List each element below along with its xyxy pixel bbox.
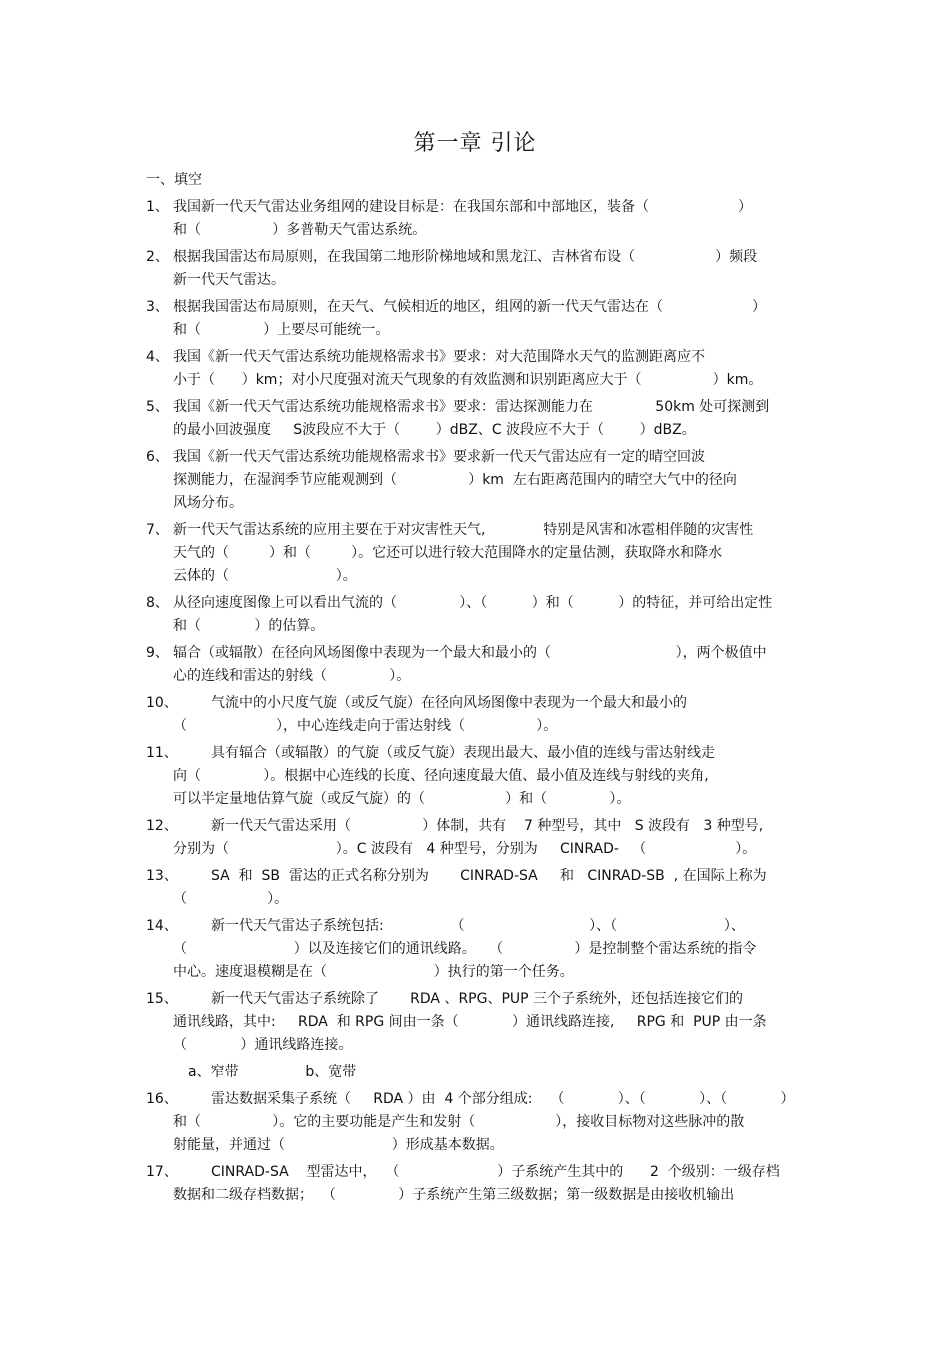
question-item: [146, 865, 816, 911]
question-text-line: 和（ ）。它的主要功能是产生和发射（ ），接收目标物对这些脉冲的散: [173, 1114, 745, 1130]
question-number: 9、: [146, 645, 169, 661]
answer-options: a、窄带 b、宽带: [188, 1064, 357, 1080]
question-item: [146, 988, 816, 1057]
question-item: [146, 246, 816, 292]
question-text-line: CINRAD-SA 型雷达中， （ ）子系统产生其中的 2 个级别：一级存档: [211, 1164, 780, 1180]
question-text-line: （ ）。: [173, 891, 289, 907]
question-item: [146, 592, 816, 638]
question-item: [146, 1088, 816, 1157]
question-text-line: 和（ ）多普勒天气雷达系统。: [173, 222, 427, 238]
question-number: 11、: [146, 745, 178, 761]
question-number: 7、: [146, 522, 169, 538]
question-number: 6、: [146, 449, 169, 465]
question-number: 4、: [146, 349, 169, 365]
question-item: [146, 519, 816, 588]
question-text-line: 辐合（或辐散）在径向风场图像中表现为一个最大和最小的（ ），两个极值中: [173, 645, 767, 661]
question-text-line: 和（ ）上要尽可能统一。: [173, 322, 390, 338]
question-text-line: 可以半定量地估算气旋（或反气旋）的（ ）和（ ）。: [173, 791, 631, 807]
section-heading: 一、填空: [146, 172, 202, 188]
question-text-line: 小于（ ）km；对小尺度强对流天气现象的有效监测和识别距离应大于（ ）km。: [173, 372, 763, 388]
question-number: 17、: [146, 1164, 178, 1180]
question-text-line: 雷达数据采集子系统（ RDA ）由 4 个部分组成: （ ）、（ ）、（ ）: [211, 1091, 795, 1107]
question-text-line: （ ）通讯线路连接。: [173, 1037, 353, 1053]
question-text-line: 数据和二级存档数据； （ ）子系统产生第三级数据；第一级数据是由接收机输出: [173, 1187, 735, 1203]
question-list: [146, 196, 816, 1211]
question-item: [146, 296, 816, 342]
question-text-line: 新一代天气雷达。: [173, 272, 285, 288]
question-item: [146, 346, 816, 392]
question-number: 16、: [146, 1091, 178, 1107]
question-item: [146, 815, 816, 861]
question-text-line: 气流中的小尺度气旋（或反气旋）在径向风场图像中表现为一个最大和最小的: [211, 695, 687, 711]
question-text-line: 中心。速度退模糊是在（ ）执行的第一个任务。: [173, 964, 574, 980]
question-item: [146, 915, 816, 984]
question-text-line: 我国《新一代天气雷达系统功能规格需求书》要求：雷达探测能力在 50km 处可探测到: [173, 399, 770, 415]
question-text-line: 分别为（ ）。C 波段有 4 种型号，分别为 CINRAD- （ ）。: [173, 841, 757, 857]
question-text-line: 通讯线路，其中: RDA 和 RPG 间由一条（ ）通讯线路连接, RPG 和 PUP 由一条: [173, 1014, 767, 1030]
question-text-line: 的最小回波强度 S波段应不大于（ ）dBZ、C 波段应不大于（ ）dBZ。: [173, 422, 696, 438]
question-text-line: 我国《新一代天气雷达系统功能规格需求书》要求：对大范围降水天气的监测距离应不: [173, 349, 705, 365]
question-text-line: 向（ ）。根据中心连线的长度、径向速度最大值、最小值及连线与射线的夹角,: [173, 768, 709, 784]
question-text-line: （ ）以及连接它们的通讯线路。 （ ）是控制整个雷达系统的指令: [173, 941, 757, 957]
question-text-line: （ ），中心连线走向于雷达射线（ ）。: [173, 718, 558, 734]
question-text-line: 射能量，并通过（ ）形成基本数据。: [173, 1137, 504, 1153]
question-item: [146, 742, 816, 811]
question-number: 2、: [146, 249, 169, 265]
question-item: [146, 446, 816, 515]
question-item: [146, 1161, 816, 1207]
question-text-line: SA 和 SB 雷达的正式名称分别为 CINRAD-SA 和 CINRAD-SB , 在国际上称为: [211, 868, 767, 884]
question-item: [146, 692, 816, 738]
question-item: [146, 196, 816, 242]
question-number: 10、: [146, 695, 178, 711]
question-number: 5、: [146, 399, 169, 415]
question-text-line: 我国《新一代天气雷达系统功能规格需求书》要求新一代天气雷达应有一定的晴空回波: [173, 449, 705, 465]
question-number: 12、: [146, 818, 178, 834]
question-text-line: 风场分布。: [173, 495, 243, 511]
question-text-line: 新一代天气雷达采用（ ）体制，共有 7 种型号，其中 S 波段有 3 种型号,: [211, 818, 764, 834]
question-number: 8、: [146, 595, 169, 611]
question-text-line: 根据我国雷达布局原则，在我国第二地形阶梯地域和黑龙江、吉林省布设（ ）频段: [173, 249, 758, 265]
question-text-line: 根据我国雷达布局原则，在天气、气候相近的地区，组网的新一代天气雷达在（ ）: [173, 299, 767, 315]
question-text-line: 新一代天气雷达系统的应用主要在于对灾害性天气, 特别是风害和冰雹相伴随的灾害性: [173, 522, 754, 538]
question-item: [146, 396, 816, 442]
question-text-line: 心的连线和雷达的射线（ ）。: [173, 668, 411, 684]
question-text-line: 新一代天气雷达子系统除了 RDA 、RPG、PUP 三个子系统外，还包括连接它们的: [211, 991, 744, 1007]
question-number: 15、: [146, 991, 178, 1007]
question-text-line: 新一代天气雷达子系统包括: （ ）、（ ）、: [211, 918, 745, 934]
question-text-line: 具有辐合（或辐散）的气旋（或反气旋）表现出最大、最小值的连线与雷达射线走: [211, 745, 715, 761]
question-text-line: 探测能力，在湿润季节应能观测到（ ）km 左右距离范围内的晴空大气中的径向: [173, 472, 737, 488]
question-text-line: 天气的（ ）和（ ）。它还可以进行较大范围降水的定量估测，获取降水和降水: [173, 545, 723, 561]
question-number: 3、: [146, 299, 169, 315]
question-text-line: 从径向速度图像上可以看出气流的（ ）、（ ）和（ ）的特征，并可给出定性: [173, 595, 773, 611]
question-number: 13、: [146, 868, 178, 884]
question-text-line: 我国新一代天气雷达业务组网的建设目标是：在我国东部和中部地区，装备（ ）: [173, 199, 753, 215]
question-number: 14、: [146, 918, 178, 934]
question-item: [146, 642, 816, 688]
question-number: 1、: [146, 199, 169, 215]
question-text-line: 和（ ）的估算。: [173, 618, 325, 634]
chapter-title: 第一章 引论: [413, 131, 537, 156]
question-text-line: 云体的（ ）。: [173, 568, 357, 584]
